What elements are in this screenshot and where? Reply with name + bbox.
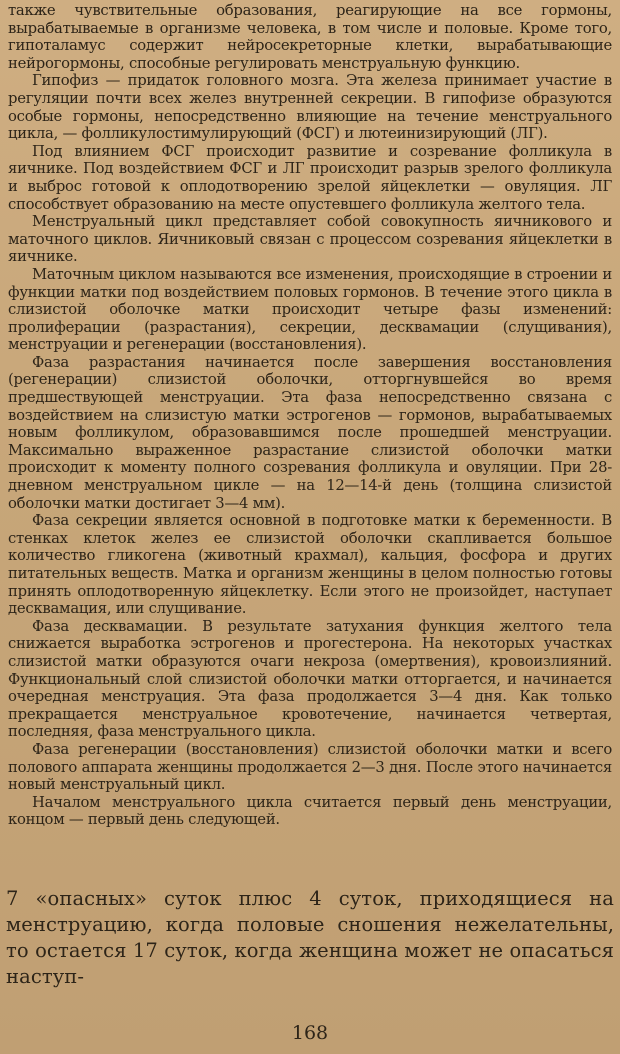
paragraph-fsh-lh: Под влиянием ФСГ происходит развитие и созревание фолликула в яичнике. Под воздействием ФСГ и ЛГ происходит разрыв зрелого фолликула и выброс готовой к оплодотворению зрелой яйцеклетки — овуляция. ЛГ способствует образованию на месте опустевшего фолликула желтого тела. (8, 142, 612, 213)
footnote-text: 7 «опасных» суток плюс 4 суток, приходящиеся на менструацию, когда половые сношения нежелательны, то остается 17 суток, когда женщина может не опасаться наступ- (6, 887, 614, 988)
page-number: 168 (291, 1022, 329, 1044)
main-text (8, 2, 612, 829)
paragraph-cycle-start: Началом менструального цикла считается первый день менструации, концом — первый день следующей. (8, 793, 612, 829)
paragraph-regeneration-phase: Фаза регенерации (восстановления) слизистой оболочки матки и всего полового аппарата женщины продолжается 2—3 дня. После этого начинается новый менструальный цикл. (8, 740, 612, 794)
paragraph-pituitary: Гипофиз — придаток головного мозга. Эта железа принимает участие в регуляции почти всех желез внутренней секреции. В гипофизе образуются особые гормоны, непосредственно влияющие на течение менструального цикла, — фолликулостимулирующий (ФСГ) и лютеинизирующий (ЛГ). (8, 72, 612, 143)
paragraph-secretion-phase: Фаза секреции является основной в подготовке матки к беременности. В стенках клеток желез ее слизистой оболочки скапливается большое количество гликогена (животный крахмал), кальция, фосфора и других питательных веществ. Матка и организм женщины в целом полностью готовы принять оплодотворенную яйцеклетку. Если этого не произойдет, наступает десквамация, или слущивание. (8, 512, 612, 618)
paragraph-menstrual-cycle: Менструальный цикл представляет собой совокупность яичникового и маточного циклов. Яичниковый связан с процессом созревания яйцеклетки в яичнике. (8, 213, 612, 266)
paragraph-desquamation-phase: Фаза десквамации. В результате затухания функция желтого тела снижается выработка эстрогенов и прогестерона. На некоторых участках слизистой матки образуются очаги некроза (омертвения), кровоизлияний. Функциональный слой слизистой оболочки матки отторгается, и начинается очередная менструация. Эта фаза продолжается 3—4 дня. Как только прекращается менструальное кровотечение, начинается четвертая, последняя, фаза менструального цикла. (8, 617, 612, 741)
paragraph-uterine-cycle: Маточным циклом называются все изменения, происходящие в строении и функции матки под воздействием половых гормонов. В течение этого цикла в слизистой оболочке матки происходит четыре фазы изменений: пролиферации (разрастания), секреции, десквамации (слущивания), менструации и регенерации (восстановления). (8, 265, 612, 354)
paragraph-proliferation-phase: Фаза разрастания начинается после завершения восстановления (регенерации) слизистой оболочки, отторгнувшейся во время предшествующей менструации. Эта фаза непосредственно связана с воздействием на слизистую матки эстрогенов — гормонов, вырабатываемых новым фолликулом, образовавшимся после прошедшей менструации. Максимально выраженное разрастание слизистой оболочки матки происходит к моменту полного созревания фолликула и овуляции. При 28-дневном менструальном цикле — на 12—14-й день (толщина слизистой оболочки матки достигает 3—4 мм). (8, 353, 612, 512)
footnote (6, 886, 614, 990)
paragraph-hypothalamus: также чувствительные образования, реагирующие на все гормоны, вырабатываемые в организме человека, в том числе и половые. Кроме того, гипоталамус содержит нейросекреторные клетки, вырабатывающие нейрогормоны, способные регулировать менструальную функцию. (8, 2, 612, 72)
